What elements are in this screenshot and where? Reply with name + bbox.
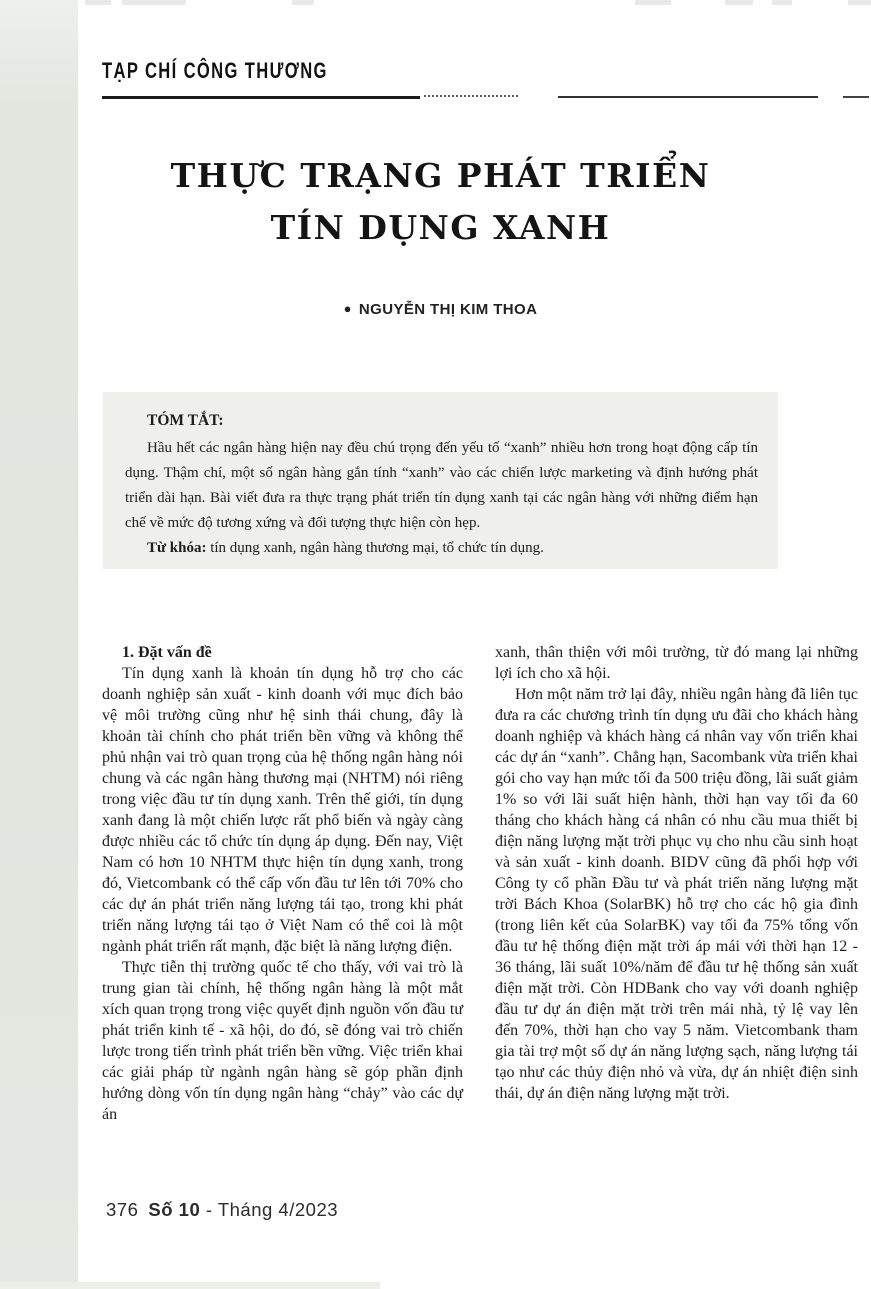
article-head [103, 150, 778, 318]
keywords-label: Từ khóa: [147, 540, 207, 556]
author-bullet-icon: ● [343, 301, 352, 316]
article-title-line1: THỰC TRẠNG PHÁT TRIỂN [170, 156, 711, 195]
abstract-text: Hầu hết các ngân hàng hiện nay đều chú trọng đến yếu tố “xanh” nhiều hơn trong hoạt động cấp tín dụng. Thậm chí, một số ngân hàng gắn tính “xanh” vào các chiến lược marketing và định hướng phát triển dài hạn. Bài viết đưa ra thực trạng phát triển tín dụng xanh tại các ngân hàng với những điểm hạn chế về mức độ tương xứng và đối tượng thực hiện còn hẹp. [125, 440, 758, 531]
author-line [103, 301, 778, 318]
abstract-box [103, 392, 778, 569]
page-gutter-strip [0, 0, 78, 1289]
journal-masthead: TẠP CHÍ CÔNG THƯƠNG [102, 58, 328, 83]
page-footer [106, 1199, 338, 1221]
paragraph-left-1: Tín dụng xanh là khoản tín dụng hỗ trợ cho các doanh nghiệp sản xuất - kinh doanh với mục đích bảo vệ môi trường cũng như hệ sinh thái chung, đây là khoản tài chính cho phát triển bền vững và không thể phủ nhận vai trò quan trọng của hệ thống ngân hàng nói chung và các ngân hàng thương mại (NHTM) nói riêng trong việc đầu tư tín dụng xanh. Trên thế giới, tín dụng xanh đang là một chiến lược rất phổ biến và ngày càng được nhiều các tổ chức tín dụng áp dụng. Đến nay, Việt Nam có hơn 10 NHTM thực hiện tín dụng xanh, trong đó, Vietcombank có thể cấp vốn đầu tư lên tới 70% cho các dự án phát triển năng lượng tái tạo, trong khi phát triển năng lượng tái tạo ở Việt Nam có thể coi là một ngành phát triển rất mạnh, đặc biệt là năng lượng điện. [102, 665, 463, 955]
body-left-column [102, 642, 463, 1125]
author-name: NGUYỄN THỊ KIM THOA [358, 301, 538, 318]
article-title [103, 150, 778, 254]
issue-date: - Tháng 4/2023 [200, 1199, 339, 1220]
article-body [102, 642, 858, 1125]
article-title-line2: TÍN DỤNG XANH [270, 208, 611, 247]
issue-label: Số 10 [148, 1199, 201, 1220]
abstract-heading: TÓM TẮT: [147, 412, 224, 429]
section-1-heading: 1. Đặt vấn đề [122, 644, 212, 661]
abstract-keywords [125, 536, 758, 561]
paragraph-right-2: Hơn một năm trở lại đây, nhiều ngân hàng đã liên tục đưa ra các chương trình tín dụng ưu đãi cho khách hàng doanh nghiệp và khách hàng cá nhân vay vốn triển khai các dự án “xanh”. Chẳng hạn, Sacombank vừa triển khai gói cho vay hạn mức tối đa 500 triệu đồng, lãi suất giảm 1% so với lãi suất hiện hành, thời hạn vay tối đa 60 tháng cho khách hàng cá nhân có nhu cầu mua thiết bị điện năng lượng mặt trời phục vụ cho nhu cầu sinh hoạt và sản xuất - kinh doanh. BIDV cũng đã phối hợp với Công ty cổ phần Đầu tư và phát triển năng lượng mặt trời Bách Khoa (SolarBK) hỗ trợ cho các hộ gia đình (trong liên kết của SolarBK) vay tối đa 75% tổng vốn đầu tư hệ thống điện mặt trời áp mái với thời hạn 12 - 36 tháng, lãi suất 10%/năm để đầu tư hệ thống sản xuất điện mặt trời. Còn HDBank cho vay với doanh nghiệp đầu tư dự án điện mặt trời trên mái nhà, tỷ lệ vay lên đến 70%, thời hạn cho vay 5 năm. Vietcombank tham gia tài trợ một số dự án năng lượng sạch, năng lượng tái tạo như các thủy điện nhỏ và vừa, dự án nhiệt điện sinh thái, dự án điện năng lượng mặt trời. [495, 686, 858, 1102]
masthead-rule-end-dash [843, 96, 869, 98]
page-number: 376 [106, 1199, 139, 1220]
masthead-rule-dotted [424, 95, 518, 97]
paragraph-left-2: Thực tiễn thị trường quốc tế cho thấy, với vai trò là trung gian tài chính, hệ thống ngân hàng là một mắt xích quan trọng trong việc quyết định nguồn vốn đầu tư phát triển kinh tế - xã hội, do đó, sẽ đóng vai trò chiến lược trong tiến trình phát triển bền vững. Việc triển khai các giải pháp từ ngành ngân hàng sẽ góp phần định hướng dòng vốn tín dụng ngân hàng “chảy” vào các dự án [102, 959, 463, 1123]
page-bottom-shadow [0, 1282, 380, 1289]
keywords-text: tín dụng xanh, ngân hàng thương mại, tổ chức tín dụng. [206, 540, 544, 556]
body-right-column [495, 642, 858, 1125]
scanner-edge-marks [0, 0, 871, 6]
masthead-rule-thin [558, 96, 818, 98]
masthead-rule-solid [102, 96, 420, 99]
paragraph-right-1: xanh, thân thiện với môi trường, từ đó mang lại những lợi ích cho xã hội. [495, 644, 858, 682]
